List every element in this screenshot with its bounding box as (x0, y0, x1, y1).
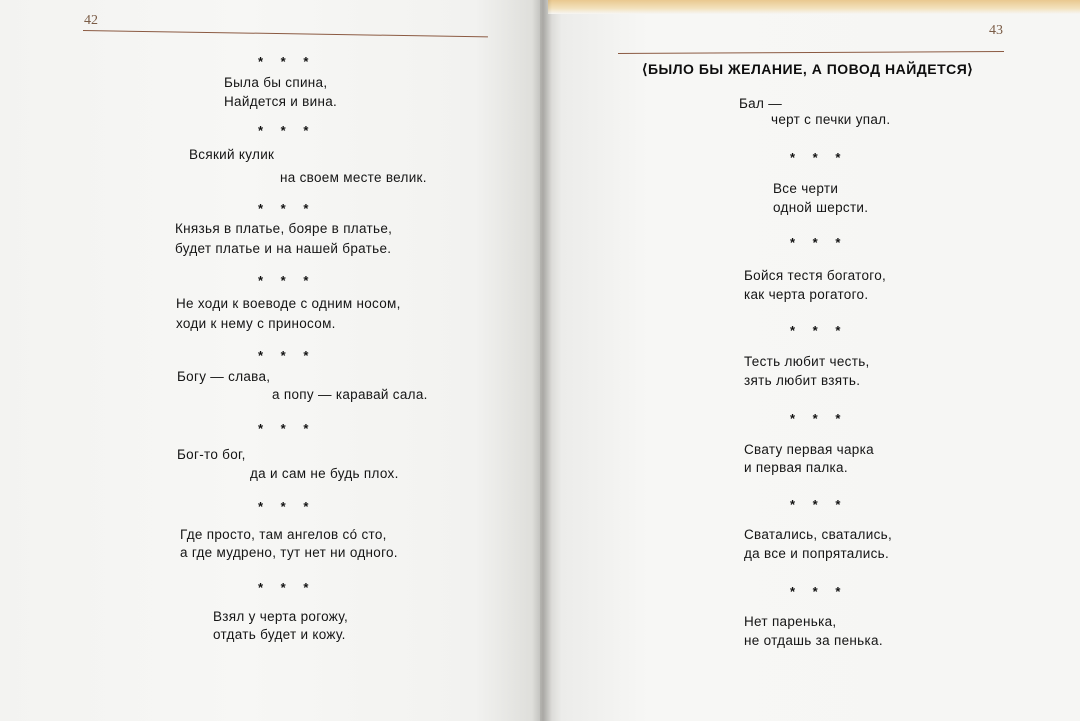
proverb-line: Была бы спина, (224, 75, 328, 90)
proverb-line: отдать будет и кожу. (213, 627, 346, 642)
proverb-line: будет платье и на нашей братье. (175, 241, 392, 256)
proverb-line: Найдется и вина. (224, 94, 338, 109)
stanza-separator: * * * (258, 273, 316, 288)
stanza-separator: * * * (790, 235, 848, 250)
proverb-line: Где просто, там ангелов сó сто, (180, 527, 387, 542)
proverb-line: Взял у черта рогожу, (213, 609, 349, 624)
proverb-line: Все черти (773, 181, 839, 196)
proverb-line: а где мудрено, тут нет ни одного. (180, 545, 398, 560)
proverb-line: Сватались, сватались, (744, 527, 892, 542)
proverb-line: Бог-то бог, (177, 447, 246, 462)
left-page-number: 42 (84, 13, 98, 28)
proverb-line: ходи к нему с приносом. (176, 316, 336, 331)
proverb-line: одной шерсти. (773, 200, 869, 215)
right-page-number: 43 (989, 23, 1003, 38)
book-gutter (532, 0, 552, 721)
proverb-line: Тесть любит честь, (744, 354, 870, 369)
proverb-line: а попу — каравай сала. (272, 387, 428, 402)
proverb-line: Свату первая чарка (744, 442, 874, 457)
stanza-separator: * * * (790, 411, 848, 426)
background-strip (548, 0, 1080, 14)
proverb-line: как черта рогатого. (744, 287, 869, 302)
proverb-line: да все и попрятались. (744, 546, 890, 561)
stanza-separator: * * * (258, 123, 316, 138)
stanza-separator: * * * (258, 201, 316, 216)
proverb-line: зять любит взять. (744, 373, 861, 388)
proverb-line: Князья в платье, бояре в платье, (175, 221, 393, 236)
stanza-separator: * * * (258, 580, 316, 595)
stanza-separator: * * * (790, 497, 848, 512)
proverb-line: Всякий кулик (189, 147, 275, 162)
proverb-line: да и сам не будь плох. (250, 466, 399, 481)
proverb-line: черт с печки упал. (771, 112, 891, 127)
proverb-line: Нет паренька, (744, 614, 837, 629)
proverb-line: Бойся тестя богатого, (744, 268, 887, 283)
stanza-separator: * * * (790, 323, 848, 338)
section-heading: ⟨БЫЛО БЫ ЖЕЛАНИЕ, А ПОВОД НАЙДЕТСЯ⟩ (642, 61, 974, 77)
proverb-line: Бал — (739, 96, 782, 111)
stanza-separator: * * * (790, 584, 848, 599)
proverb-line: не отдашь за пенька. (744, 633, 883, 648)
stanza-separator: * * * (258, 54, 316, 69)
proverb-line: и первая палка. (744, 460, 848, 475)
stanza-separator: * * * (258, 348, 316, 363)
stanza-separator: * * * (258, 421, 316, 436)
proverb-line: Не ходи к воеводе с одним носом, (176, 296, 401, 311)
proverb-line: на своем месте велик. (280, 170, 427, 185)
proverb-line: Богу — слава, (177, 369, 271, 384)
stanza-separator: * * * (790, 150, 848, 165)
stanza-separator: * * * (258, 499, 316, 514)
